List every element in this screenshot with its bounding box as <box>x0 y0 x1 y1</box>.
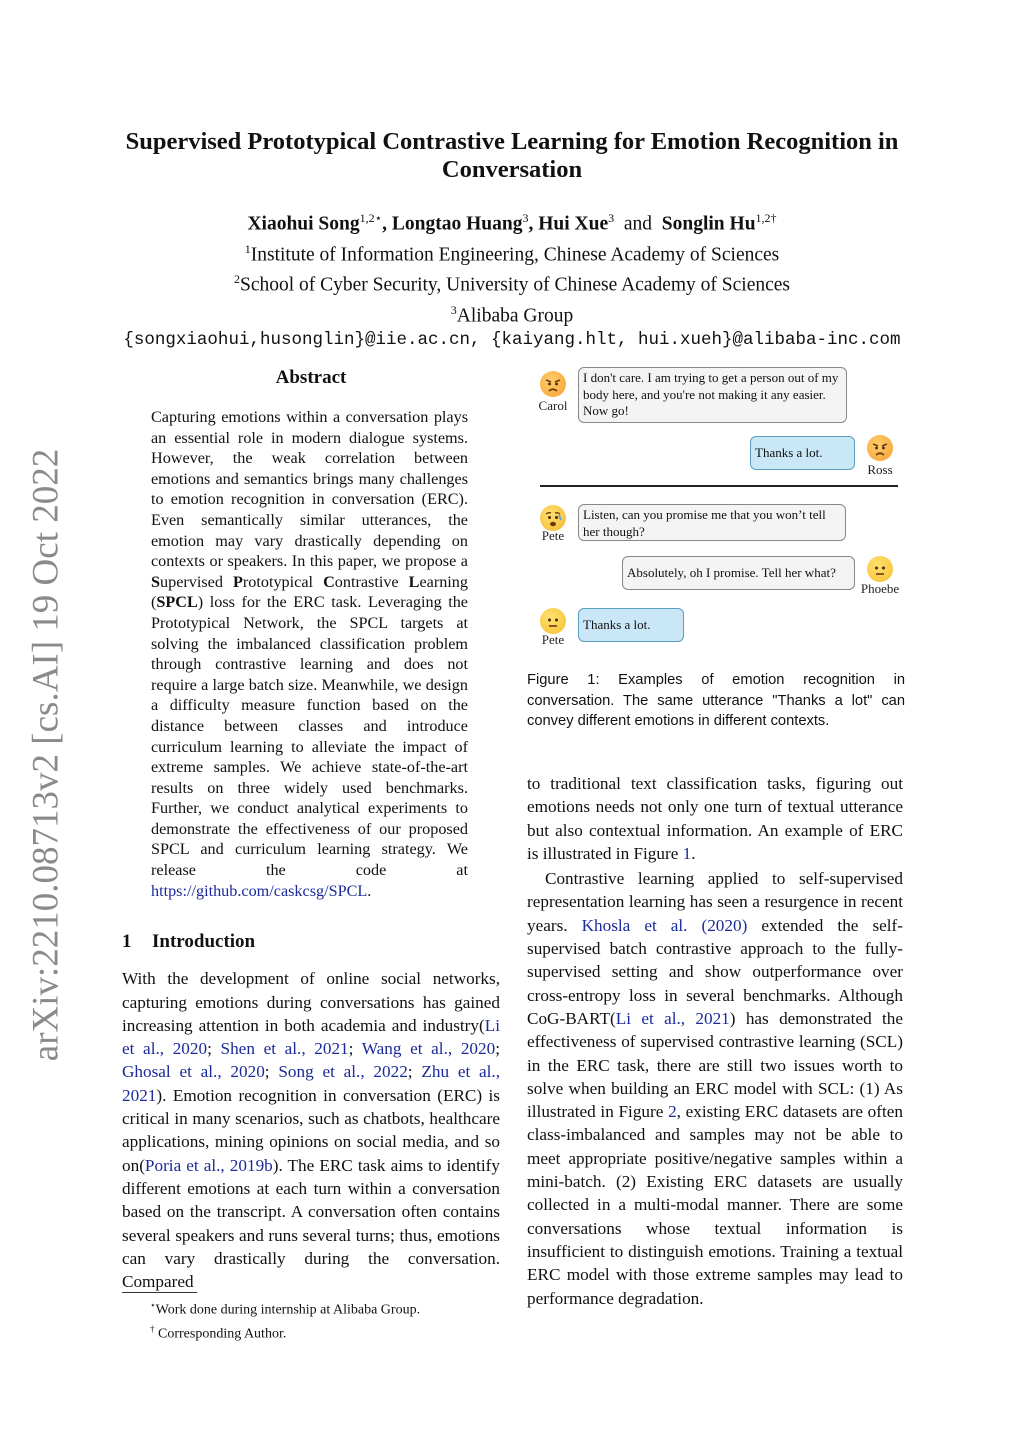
citation-link[interactable]: Wang et al., 2020 <box>361 1039 496 1059</box>
author-emails: {songxiaohui,husonglin}@iie.ac.cn, {kaiyang.hlt, hui.xueh}@alibaba-inc.com <box>123 330 901 350</box>
citation-link[interactable]: Shen et al., 2021 <box>220 1039 349 1059</box>
body-paragraph: to traditional text classification tasks, figuring out emotions needs not only one turn of textual utterance but also contextual information. An example of ERC is illustrated in Figure 1. <box>527 774 903 863</box>
author-list: Xiaohui Song$^{1,2⋆}$, Longtao Huang$^3$, Hui Xue$^3$ and Songlin $Hu^{1,2\dagger}$ <box>247 211 777 235</box>
right-column <box>527 772 903 1310</box>
citation-link[interactable]: Khosla et al. (2020) <box>581 915 748 935</box>
author-name: Hui Xue <box>538 213 609 235</box>
speaker-label: Pete <box>541 632 565 647</box>
citation-link[interactable]: Zhu et al., 2021 <box>122 1062 500 1105</box>
utterance-bubble: Listen, can you promise me that you won’t tell her though? <box>578 504 846 541</box>
intro-paragraph: With the development of online social networks, capturing emotions during conversations has gained increasing attention in both academia and industry(Li et al., 2020; Shen et al., 2021; Wang et al., 2020; Ghosal et al., 2020; Song et al., 2022; Zhu et al., 2021). Emotion recognition in conversation (ERC) is critical in many scenarios, such as chatbots, healthcare applications, mining opinions on social media, and so on(Poria et al., 2019b). The ERC task aims to identify different emotions at each turn within a conversation based on the transcript. A conversation often contains several speakers and runs several turns; thus, emotions can vary drastically during the conversation. Compared <box>122 969 500 1292</box>
figure-ref-link[interactable]: 1 <box>682 843 692 863</box>
citation-link[interactable]: Li et al., 2021 <box>615 1008 730 1028</box>
citation-link[interactable]: Poria et al., 2019b <box>144 1155 273 1175</box>
figure-caption: Figure 1: Examples of emotion recognition in conversation. The same utterance "Thanks a lot" can convey different emotions in different contexts. <box>527 672 905 730</box>
author-block <box>110 206 914 352</box>
author-joiner: and <box>623 213 653 235</box>
utterance-bubble: Thanks a lot. <box>750 436 855 470</box>
figure-divider <box>540 485 898 487</box>
author-sup: 1,2⋆ <box>359 211 383 225</box>
speaker-label: Carol <box>538 398 568 413</box>
angry-emoji-icon <box>540 371 566 397</box>
figure-1 <box>527 360 903 660</box>
citation-link[interactable]: Ghosal et al., 2020 <box>122 1062 265 1082</box>
affiliation: $^2$School of Cyber Security, University of Chinese Academy of Sciences <box>233 272 791 296</box>
left-column <box>122 360 500 1293</box>
speaker-label: Phoebe <box>860 581 900 596</box>
code-link[interactable]: https://github.com/caskcsg/SPCL <box>151 881 368 900</box>
affiliation: $^1$Institute of Information Engineering, Chinese Academy of Sciences <box>244 241 780 265</box>
arxiv-stamp-text: arXiv:2210.08713v2 [cs.AI] 19 Oct 2022 <box>25 448 67 1062</box>
utterance-bubble: I don't care. I am trying to get a person out of my body here, and you're not making it any easier. Now go! <box>578 367 847 423</box>
author-sup: 1,2† <box>755 211 777 225</box>
author-name: Songlin Hu <box>661 213 756 235</box>
footnote-rule <box>122 1292 197 1293</box>
author-name: Xiaohui Song <box>247 213 360 235</box>
speaker-label: Ross <box>867 462 893 477</box>
angry-emoji-icon <box>867 435 893 461</box>
neutral-emoji-icon <box>867 556 893 582</box>
affiliation: $^3$Alibaba Group <box>450 302 574 326</box>
footnote: ⋆Work done during internship at Alibaba Group. <box>150 1300 421 1318</box>
section-heading-introduction: 1 Introduction <box>122 931 256 953</box>
utterance-bubble: Absolutely, oh I promise. Tell her what? <box>622 556 855 590</box>
body-paragraph: Contrastive learning applied to self-supervised representation learning has seen a resurgence in recent years. Khosla et al. (2020) extended the self-supervised batch contrastive approach to the fully-supervised setting and show outperformance over cross-entropy loss in several benchmarks. Although CoG-BART(Li et al., 2021) has demonstrated the effectiveness of supervised contrastive learning (SCL) in the ERC task, there are still two issues worth to solve when building an ERC model with SCL: (1) As illustrated in Figure 2, existing ERC datasets are often class-imbalanced and samples may not be able to meet appropriate positive/negative samples within a mini-batch. (2) Existing ERC datasets are usually collected in a multi-modal manner. There are some conversations whose textual information is insufficient to distinguish emotions. Training a textual ERC model with those extreme samples may lead to performance degradation. <box>527 869 904 1308</box>
footnote: † Corresponding Author. <box>150 1323 287 1342</box>
author-name: Longtao Huang <box>391 213 523 235</box>
arxiv-stamp <box>25 448 67 1062</box>
author-sup: 3 <box>522 211 529 225</box>
utterance-bubble: Thanks a lot. <box>578 608 684 642</box>
footnotes <box>122 1292 500 1343</box>
citation-link[interactable]: Song et al., 2022 <box>278 1062 408 1082</box>
citation-link[interactable]: Li et al., 2020 <box>122 1015 500 1059</box>
neutral-emoji-icon <box>540 608 566 634</box>
speaker-label: Pete <box>541 528 565 543</box>
figure-ref-link[interactable]: 2 <box>668 1102 677 1122</box>
abstract-text: Capturing emotions within a conversation plays an essential role in modern dialogue systems. However, the weak correlation between emotions and semantics brings many challenges to emotion recognition in conversation (ERC). Even semantically similar utterances, the emotion may vary drastically depending on contexts or speakers. In this paper, we propose a Supervised Prototypical Contrastive Learning (SPCL) loss for the ERC task. Leveraging the Prototypical Network, the SPCL targets at solving the imbalanced classification problem through contrastive learning and does not require a large batch size. Meanwhile, we design a difficulty measure function based on the distance between classes and introduce curriculum learning to alleviate the impact of extreme samples. We achieve state-of-the-art results on three widely used benchmarks. Further, we conduct analytical experiments to demonstrate the effectiveness of our proposed SPCL and curriculum learning strategy. We release the code at https://github.com/caskcsg/SPCL. <box>151 408 468 900</box>
paper-title: Supervised Prototypical Contrastive Learning for Emotion Recognition in Conversation <box>125 128 899 183</box>
abstract-heading: Abstract <box>275 367 347 388</box>
author-sup: 3 <box>608 211 615 225</box>
